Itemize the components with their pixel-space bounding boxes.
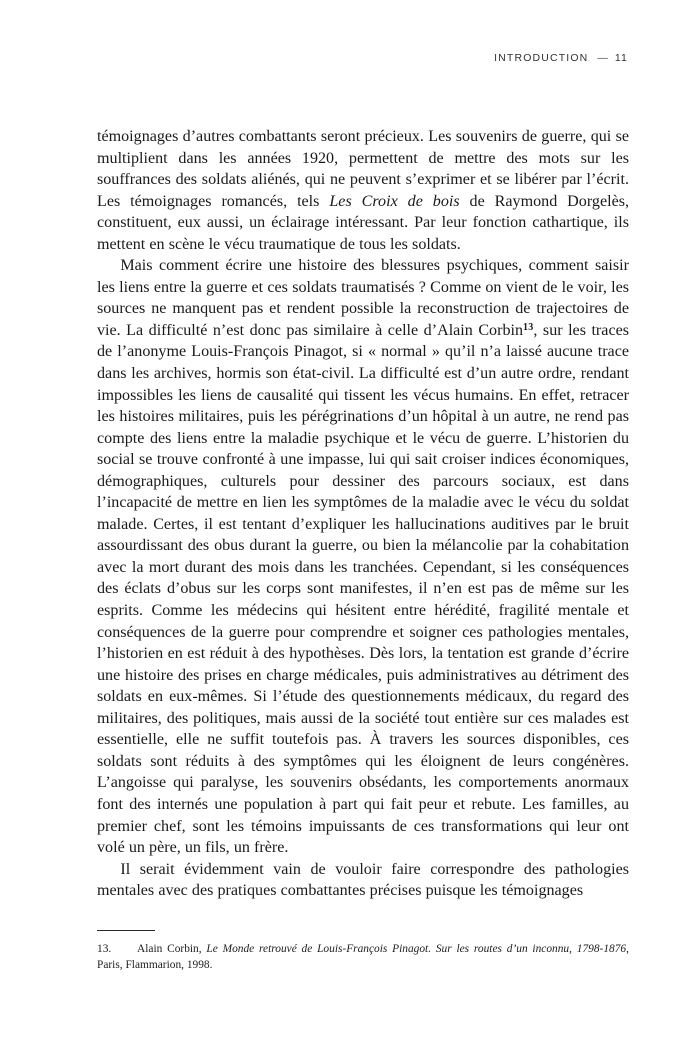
- paragraph-text-run: témoignages d’autres combattants seront précieux. Les souvenirs de guerre, qui se multiplient dans les années 1920, permettent de mettre des mots sur les souffrances des soldats aliénés, qui ne peuvent s’exprimer et se libérer par l’écrit. Les témoignages romancés, tels: [97, 128, 629, 210]
- paragraph-text-run: , sur les traces de l’anonyme Louis-François Pinagot, si « normal » qu’il n’a laissé aucune trace dans les archives, hormis son état-civil. La difficulté est d’un autre ordre, rendant impossibles les liens de causalité qui tissent les vécus humains. En effet, retracer les histoires militaires, puis les pérégrinations d’un hôpital à un autre, ne rend pas compte des liens entre la maladie psychique et le vécu de guerre. L’historien du social se trouve confronté à une impasse, lui qui sait croiser indices économiques, démographiques, culturels pour dessiner des parcours sociaux, est dans l’incapacité de mettre en lien les symptômes de la maladie avec le vécu du soldat malade. Certes, il est tentant d’expliquer les hallucinations auditives par le bruit assourdissant des obus durant la guerre, ou bien la mélancolie par la cohabitation avec la mort durant des mois dans les tranchées. Cependant, si les conséquences des éclats d’obus sur les corps sont manifestes, il n’en est pas de même sur les esprits. Comme les médecins qui hésitent entre hérédité, fragilité mentale et conséquences de la guerre pour comprendre et soigner ces pathologies mentales, l’historien en est réduit à des hypothèses. Dès lors, la tentation est grande d’écrire une histoire des prises en charge médicales, puis administratives au détriment des soldats en eux-mêmes. Si l’étude des questionnements médicaux, du regard des militaires, des politiques, mais aussi de la société tout entière sur ces malades est essentielle, elle ne suffit toutefois pas. À travers les sources disponibles, ces soldats sont réduits à des symptômes qui les éloignent de leurs congénères. L’angoisse qui paralyse, les souvenirs obsédants, les comportements anormaux font des internés une population à part qui fait peur et rebute. Les familles, au premier chef, sont les témoins impuissants de ces transformations qui leur ont volé un père, un fils, un frère.: [97, 321, 629, 857]
- footnote-separator-rule: [97, 930, 155, 931]
- paragraph-text-run: Il serait évidemment vain de vouloir faire correspondre des pathologies mentales avec des pratiques combattantes précises puisque les témoignages: [97, 860, 629, 900]
- running-head-title: INTRODUCTION: [494, 52, 589, 64]
- footnote-area: [97, 930, 629, 974]
- page-number: 11: [614, 52, 628, 64]
- footnote-reference-13[interactable]: 13: [523, 321, 534, 333]
- footnote-13: [97, 941, 629, 974]
- para-3: [97, 859, 629, 902]
- footnote-text-run: Alain Corbin,: [137, 943, 207, 955]
- paragraph-text-run: Mais comment écrire une histoire des blessures psychiques, comment saisir les liens entre la guerre et ces soldats traumatisés ? Comme on vient de le voir, les sources ne manquent pas et rendent possible la reconstruction de trajectoires de vie. La difficulté n’est donc pas similaire à celle d’Alain Corbin: [97, 257, 629, 339]
- para-2: [97, 255, 629, 858]
- footnote-number: 13.: [97, 943, 112, 955]
- footnote-italic-run: Le Monde retrouvé de Louis-François Pinagot. Sur les routes d’un inconnu, 1798-1876: [206, 943, 627, 955]
- running-head: [494, 52, 628, 64]
- footnote-text-run: , Paris, Flammarion, 1998.: [97, 943, 629, 972]
- paragraph-italic-run: Les Croix de bois: [329, 192, 460, 210]
- footnote-list: [97, 941, 629, 974]
- running-head-separator: —: [597, 52, 608, 64]
- body-text-block: [97, 126, 629, 902]
- paragraph-text-run: de Raymond Dorgelès, constituent, eux aussi, un éclairage intéressant. Par leur fonction cathartique, ils mettent en scène le vécu traumatique de tous les soldats.: [97, 192, 630, 253]
- para-1: [97, 126, 629, 255]
